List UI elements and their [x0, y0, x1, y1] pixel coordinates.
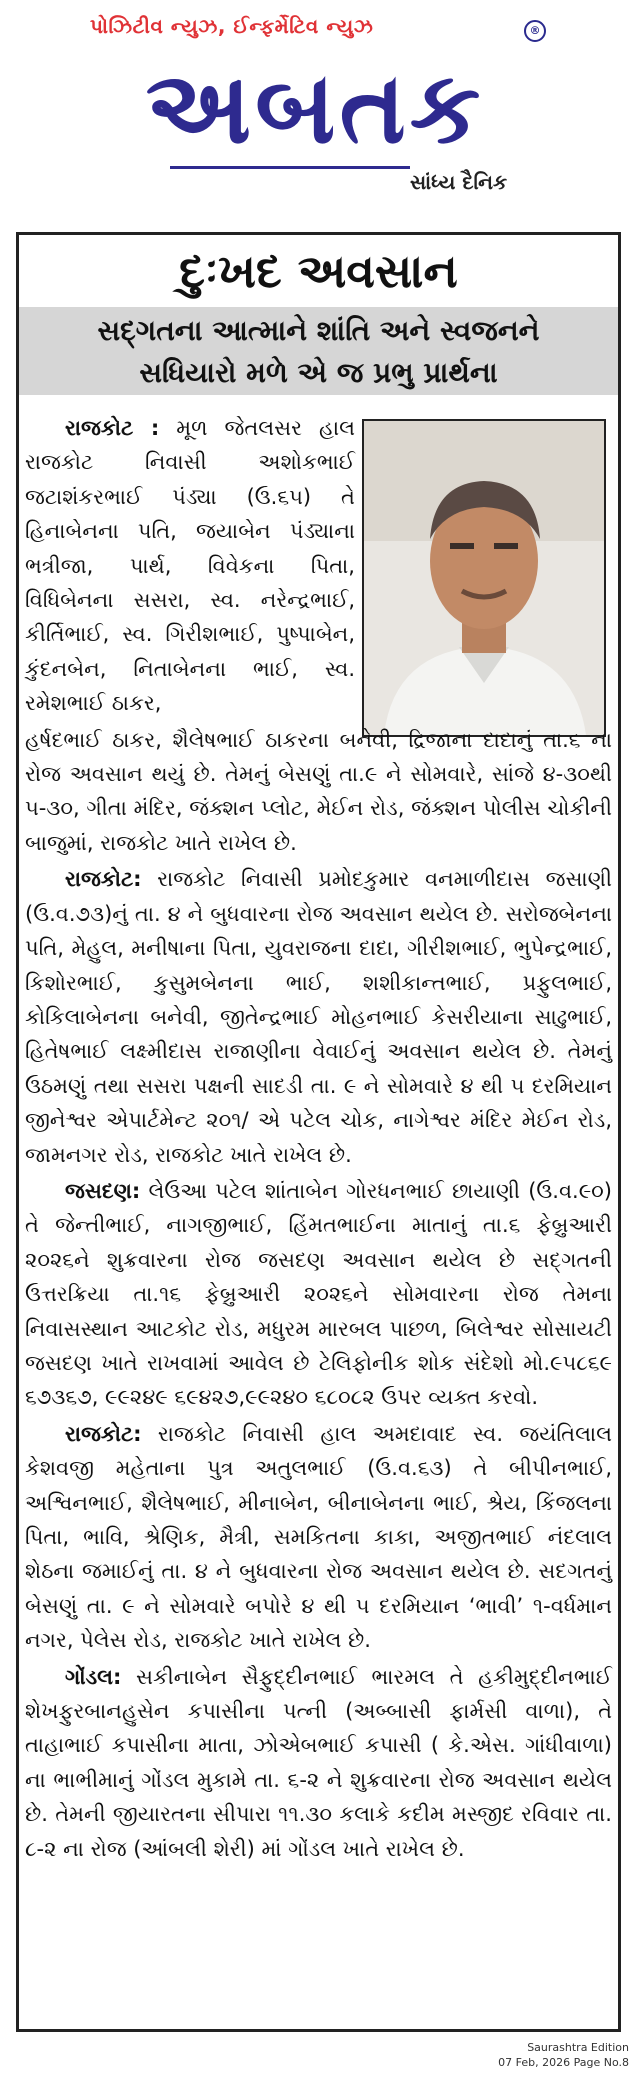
- section-title: દુઃખદ અવસાન: [179, 244, 458, 298]
- masthead: [0, 0, 637, 225]
- obituary-text: રાજકોટ નિવાસી પ્રમોદકુમાર વનમાળીદાસ જસાણી (ઉ.વ.૭૩)નું તા. ૪ ને બુધવારના રોજ અવસાન થયેલ છે. સરોજબેનના પતિ, મેહુલ, મનીષાના પિતા, યુવરાજના દાદા, ગીરીશભાઈ, ભુપેન્દ્રભાઈ, કિશોરભાઈ, કુસુમબેનના ભાઈ, શશીકાન્તભાઈ, પ્રફુલભાઈ, કોકિલાબેનના બનેવી, જીતેન્દ્રભાઈ મોહનભાઈ કેસરીયાના સાઢુભાઈ, હિતેષભાઈ લક્ષ્મીદાસ રાજાણીના વેવાઈનું અવસાન થયેલ છે. તેમનું ઉઠમણું તથા સસરા પક્ષની સાદડી તા. ૯ ને સોમવારે ૪ થી ૫ દરમિયાન જીનેશ્વર એપાર્ટમેન્ટ ૨૦૧/ એ પટેલ ચોક, નાગેશ્વર મંદિર મેઈન રોડ, જામનગર રોડ, રાજકોટ ખાતે રાખેલ છે.: [25, 867, 612, 1167]
- obituary-entry-1: [25, 411, 355, 723]
- obituary-entry-2: [25, 862, 612, 1174]
- edition-label: સાંધ્ય દૈનિક: [410, 170, 508, 194]
- masthead-tagline: પોઝિટીવ ન્યુઝ, ઈન્ફર્મેટિવ ન્યુઝ: [90, 14, 374, 38]
- subtitle-line-2: સધિયારો મળે એ જ પ્રભુ પ્રાર્થના: [139, 356, 498, 389]
- page-footer: [429, 2040, 629, 2070]
- logo-underline: [170, 166, 410, 169]
- obituary-entry-5: [25, 1660, 612, 1868]
- obituary-entry-3: [25, 1174, 612, 1417]
- obituary-entry-4: [25, 1417, 612, 1660]
- obituary-text: મૂળ જેતલસર હાલ રાજકોટ નિવાસી અશોકભાઈ જટાશંકરભાઈ પંડ્યા (ઉ.૬૫) તે હિનાબેનના પતિ, જયાબેન પંડ્યાના ભત્રીજા, પાર્થ, વિવેકના પિતા, વિધિબેનના સસરા, સ્વ. નરેન્દ્રભાઈ, કીર્તિભાઈ, સ્વ. ગિરીશભાઈ, પુષ્પાબેન, કુંદનબેન, નિતાબેનના ભાઈ, સ્વ. રમેશભાઈ ઠાકર,: [25, 416, 356, 716]
- obituary-text: રાજકોટ નિવાસી હાલ અમદાવાદ સ્વ. જયંતિલાલ કેશવજી મહેતાના પુત્ર અતુલભાઈ (ઉ.વ.૬૩) તે બીપીનભાઈ, અશ્વિનભાઈ, શૈલેષભાઈ, મીનાબેન, બીનાબેનના ભાઈ, શ્રેય, કિંજલના પિતા, ભાવિ, શ્રેણિક, મૈત્રી, સમકિતના કાકા, અજીતભાઈ નંદલાલ શેઠના જમાઈનું તા. ૪ ને બુધવારના રોજ અવસાન થયેલ છે. સદગતનું બેસણું તા. ૯ ને સોમવારે બપોરે ૪ થી ૫ દરમિયાન ‘ભાવી’ ૧-વર્ધમાન નગર, પેલેસ રોડ, રાજકોટ ખાતે રાખેલ છે.: [25, 1421, 612, 1653]
- obituary-entry-1-continued: [25, 723, 612, 863]
- footer-edition: Saurashtra Edition: [527, 2041, 629, 2054]
- obituary-place: રાજકોટ :: [65, 416, 160, 440]
- obituary-text: સકીનાબેન સૈફુદ્દીનભાઈ ભારમલ તે હકીમુદ્દીનભાઈ શેખફુરબાનહુસેન કપાસીના પત્ની (અબ્બાસી ફાર્મસી વાળા), તે તાહાભાઈ કપાસીના માતા, ઝોએબભાઈ કપાસી ( કે.એસ. ગાંધીવાળા) ના ભાભીમાનું ગોંડલ મુકામે તા. ૬-૨ ને શુક્રવારના રોજ અવસાન થયેલ છે. તેમની જીયારતના સીપારા ૧૧.૩૦ કલાકે કદીમ મસ્જીદ રવિવાર તા. ૮-૨ ના રોજ (આંબલી શેરી) માં ગોંડલ ખાતે રાખેલ છે.: [25, 1664, 612, 1861]
- subtitle-line-1: સદ્ગતના આત્માને શાંતિ અને સ્વજનને: [97, 314, 540, 347]
- obituary-text: લેઉઆ પટેલ શાંતાબેન ગોરધનભાઈ છાયાણી (ઉ.વ.૯૦) તે જેન્તીભાઈ, નાગજીભાઈ, હિંમતભાઈના માતાનું તા.૬ ફેબ્રુઆરી ૨૦૨૬ને શુક્રવારના રોજ જસદણ અવસાન થયેલ છે સદ્ગતની ઉત્તરક્રિયા તા.૧૬ ફેબ્રુઆરી ૨૦૨૬ને સોમવારના રોજ તેમના નિવાસસ્થાન આટકોટ રોડ, મધુરમ મારબલ પાછળ, બિલેશ્વર સોસાયટી જસદણ ખાતે રાખવામાં આવેલ છે ટેલિફોનીક શોક સંદેશો મો.૯૫૮૬૯ ૬૭૩૬૭, ૯૯૨૪૯ ૬૯૪૨૭,૯૯૨૪૦ ૬૮૦૮૨ ઉપર વ્યક્ત કરવો.: [25, 1178, 612, 1410]
- obituary-place: રાજકોટ:: [65, 1421, 142, 1446]
- registered-mark: ®: [524, 20, 546, 42]
- obituary-box: [16, 232, 621, 2032]
- footer-date-page: 07 Feb, 2026 Page No.8: [498, 2056, 629, 2069]
- obituary-place: રાજકોટ:: [65, 867, 142, 892]
- obituary-list: [25, 411, 612, 1868]
- obituary-place: જસદણ:: [65, 1178, 141, 1203]
- newspaper-logo: [95, 48, 535, 168]
- subtitle-band: [19, 307, 618, 395]
- logo-text: અબતક: [145, 49, 485, 166]
- obituary-text-continued: હર્ષદભાઈ ઠાકર, શૈલેષભાઈ ઠાકરના બનેવી, દ્રિજાના દાદાનું તા.૬ ના રોજ અવસાન થયું છે. તેમનું બેસણું તા.૯ ને સોમવારે, સાંજે ૪-૩૦થી ૫-૩૦, ગીતા મંદિર, જંક્શન પ્લોટ, મેઈન રોડ, જંક્શન પોલીસ ચોકીની બાજુમાં, રાજકોટ ખાતે રાખેલ છે.: [25, 727, 612, 855]
- obituary-place: ગોંડલ:: [65, 1664, 122, 1689]
